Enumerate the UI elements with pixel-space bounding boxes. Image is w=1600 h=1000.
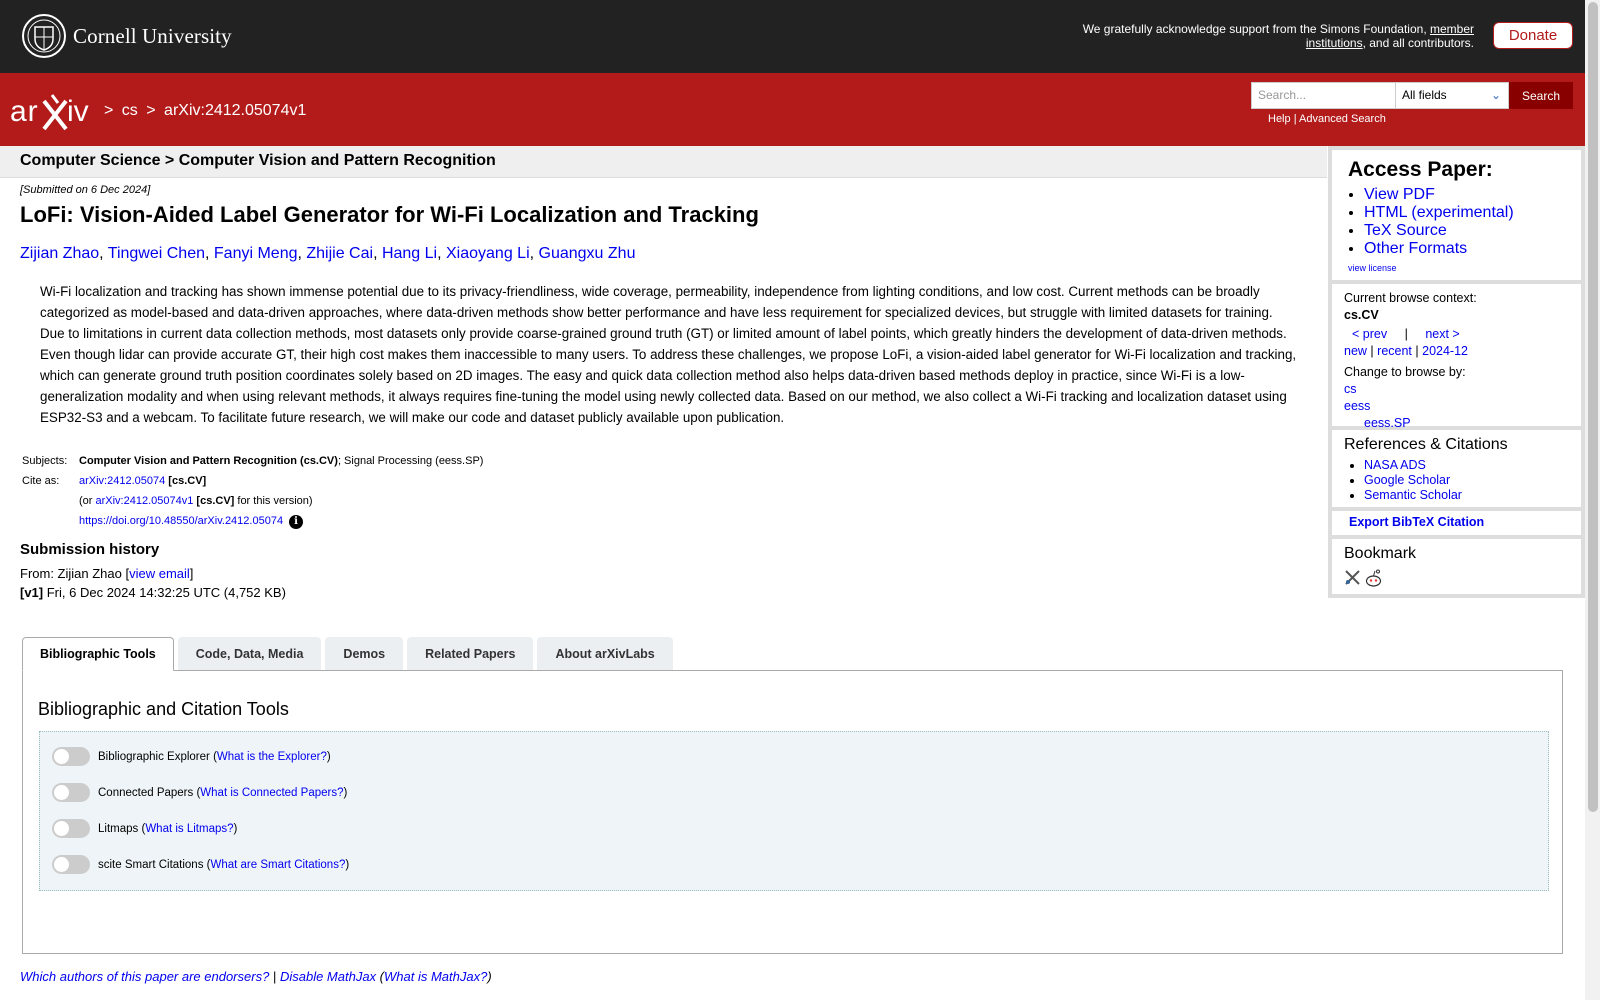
submitted-date: [Submitted on 6 Dec 2024] [20, 184, 151, 196]
help-link[interactable]: Help [1268, 113, 1291, 125]
submitter [20, 566, 193, 581]
bookmark-box [1332, 539, 1581, 594]
bibsonomy-icon[interactable] [1344, 569, 1361, 586]
tool-name: Connected Papers [98, 786, 194, 799]
other-formats-link[interactable]: Other Formats [1364, 240, 1468, 257]
tool-row: Litmaps ( What is Litmaps? ) [52, 819, 237, 838]
version-label: [v1] [20, 585, 44, 600]
from-suffix: ] [189, 566, 194, 581]
cornell-header [0, 0, 1585, 73]
member-institutions-link[interactable]: member institutions [1305, 22, 1474, 50]
tab-about-arxivlabs[interactable]: About arXivLabs [537, 637, 672, 670]
info-icon[interactable]: i [289, 515, 303, 529]
version-details: Fri, 6 Dec 2024 14:32:25 UTC (4,752 KB) [43, 585, 286, 600]
search-field-value: All fields [1402, 88, 1447, 102]
cite-or: (or [79, 495, 96, 507]
tool-row: Bibliographic Explorer ( What is the Explorer? ) [52, 747, 331, 766]
author-sep: , [529, 245, 539, 262]
cornell-name: Cornell University [73, 23, 232, 48]
view-pdf-link[interactable]: View PDF [1364, 186, 1435, 203]
advanced-search-link[interactable]: Advanced Search [1299, 113, 1386, 125]
from-prefix: From: Zijian Zhao [ [20, 566, 130, 581]
nav-separator: | [1370, 344, 1374, 358]
next-link[interactable]: next > [1425, 327, 1460, 341]
cite-tag: [cs.CV] [196, 495, 235, 507]
browse-cs-link[interactable]: cs [1344, 382, 1357, 396]
primary-subject: Computer Vision and Pattern Recognition (cs.CV) [79, 455, 338, 467]
change-browse-label: Change to browse by: [1344, 365, 1466, 379]
crumb-separator: > [104, 102, 114, 119]
labs-tabs [22, 637, 677, 671]
arxiv-header [0, 73, 1585, 146]
footer-separator: | [272, 969, 277, 984]
author-link[interactable]: Tingwei Chen [107, 245, 205, 262]
subjects-label: Subjects: [22, 455, 68, 467]
view-email-link[interactable]: view email [129, 566, 190, 581]
author-sep: , [297, 245, 307, 262]
author-link[interactable]: Xiaoyang Li [446, 245, 530, 262]
browse-context-box [1332, 284, 1581, 430]
access-links [1348, 186, 1565, 258]
bibliographic-explorer-toggle[interactable] [52, 747, 90, 766]
tab-code-data-media[interactable]: Code, Data, Media [178, 637, 322, 670]
bookmark-title: Bookmark [1344, 545, 1417, 562]
secondary-subjects: ; Signal Processing (eess.SP) [337, 455, 484, 467]
context-value: cs.CV [1344, 308, 1379, 322]
page-scrollbar[interactable] [1585, 0, 1600, 1000]
submission-history-title: Submission history [20, 541, 160, 558]
new-link[interactable]: new [1344, 344, 1367, 358]
cornell-logo-link[interactable] [21, 13, 232, 59]
doi-row [77, 511, 485, 531]
empty-cell [20, 491, 77, 511]
empty-cell [20, 511, 77, 531]
abstract: Wi-Fi localization and tracking has shown immense potential due to its privacy-friendliness, wide coverage, permeability, independence from lighting conditions, and low cost. Current methods can be broadly categorized as model-based and data-driven approaches, where data-driven methods show better performance and have less requirement for specialized devices, but struggle with limited datasets for training. Due to limitations in current data collection methods, most datasets only provide coarse-grained ground truth (GT) or limited amount of label points, which greatly hinders the development of data-driven methods. Even though lidar can provide accurate GT, their high cost makes them inaccessible to many users. To address these challenges, we propose LoFi, a vision-aided label generator for Wi-Fi localization and tracking, which can generate ground truth position coordinates solely based on 2D images. The easy and quick data collection method also helps data-driven based methods deploy in practice, since Wi-Fi is a low-generalization modality and when using relevant methods, it always requires fine-tuning the model using newly collected data. Based on our method, we also collect a Wi-Fi tracking and localization dataset using ESP32-S3 and a webcam. To facilitate future research, we will make our code and dataset publicly available upon publication. [40, 284, 1297, 425]
references-box [1332, 430, 1581, 507]
metadata-table [20, 451, 485, 531]
browse-eess-link[interactable]: eess [1344, 399, 1371, 413]
tex-source-link[interactable]: TeX Source [1364, 222, 1447, 239]
author-sep: , [99, 245, 108, 262]
search-button[interactable]: Search [1509, 82, 1573, 109]
donate-button[interactable]: Donate [1493, 22, 1573, 49]
semantic-scholar-link[interactable]: Semantic Scholar [1364, 488, 1462, 502]
subject-header [0, 146, 1327, 178]
version-entry [20, 585, 286, 600]
crumb-separator: > [146, 102, 156, 119]
support-prefix: We gratefully acknowledge support from the Simons Foundation, [1082, 22, 1430, 36]
context-label: Current browse context: [1344, 291, 1477, 305]
reddit-icon[interactable] [1364, 569, 1383, 588]
tool-info-link[interactable]: What are Smart Citations? [210, 858, 346, 871]
prev-link[interactable]: < prev [1352, 327, 1388, 341]
tab-related-papers[interactable]: Related Papers [407, 637, 533, 670]
google-scholar-link[interactable]: Google Scholar [1364, 473, 1451, 487]
cite-label: Cite as: [22, 475, 60, 487]
author-link[interactable]: Hang Li [381, 245, 438, 262]
references-title: References & Citations [1344, 436, 1508, 453]
endorsers-link[interactable]: Which authors of this paper are endorsers? [20, 969, 270, 984]
tool-info-link[interactable]: What is Litmaps? [145, 822, 234, 835]
nav-separator: | [1404, 327, 1408, 341]
tools-list [39, 731, 1549, 891]
tool-info-link[interactable]: What is Connected Papers? [200, 786, 344, 799]
subjects-value [77, 451, 485, 471]
breadcrumb [104, 102, 310, 120]
connected-papers-toggle[interactable] [52, 783, 90, 802]
litmaps-toggle[interactable] [52, 819, 90, 838]
export-bibtex-link[interactable]: Export BibTeX Citation [1349, 515, 1485, 529]
author-link[interactable]: Zhijie Cai [306, 245, 374, 262]
what-mathjax-link[interactable]: What is MathJax? [384, 969, 488, 984]
sidebar [1328, 146, 1585, 598]
tool-name: Bibliographic Explorer [98, 750, 210, 763]
search-field-select[interactable] [1396, 82, 1509, 109]
support-acknowledgement [1054, 22, 1474, 50]
access-paper-box [1332, 150, 1581, 280]
author-link[interactable]: Fanyi Meng [213, 245, 298, 262]
paper-title: LoFi: Vision-Aided Label Generator for Wi-Fi Localization and Tracking [20, 202, 759, 227]
crumb-paper-id: arXiv:2412.05074v1 [164, 102, 307, 119]
cite-version [77, 491, 485, 511]
author-list [20, 245, 635, 263]
help-separator: | [1293, 113, 1297, 125]
search-form [1251, 82, 1573, 109]
support-suffix: , and all contributors. [1362, 36, 1474, 50]
subject-heading: Computer Science > Computer Vision and Pattern Recognition [20, 152, 496, 169]
footer-links: Which authors of this paper are endorsers? | Disable MathJax (What is MathJax?) [20, 969, 492, 984]
recent-link[interactable]: recent [1377, 344, 1412, 358]
access-paper-title: Access Paper: [1348, 158, 1493, 181]
search-input[interactable]: Search... [1251, 82, 1396, 109]
tool-name: scite Smart Citations [98, 858, 204, 871]
arxiv-logo-icon[interactable] [10, 93, 100, 133]
author-sep: , [437, 245, 446, 262]
nav-separator: | [1415, 344, 1419, 358]
cite-id-link[interactable]: arXiv:2412.05074 [79, 475, 166, 487]
cite-tag: [cs.CV] [168, 475, 207, 487]
author-link[interactable]: Zijian Zhao [20, 245, 100, 262]
tab-panel [22, 670, 1563, 954]
help-links [1268, 113, 1386, 125]
svg-text:iv: iv [67, 95, 89, 128]
doi-link[interactable]: https://doi.org/10.48550/arXiv.2412.05074 [79, 515, 284, 527]
tab-bibliographic-tools[interactable]: Bibliographic Tools [22, 637, 174, 671]
browse-eess-sp-link[interactable]: eess.SP [1364, 416, 1411, 430]
chevron-down-icon: ⌄ [1490, 88, 1501, 102]
nasa-ads-link[interactable]: NASA ADS [1364, 458, 1426, 472]
view-license-link[interactable]: view license [1348, 263, 1397, 273]
scite-toggle[interactable] [52, 855, 90, 874]
html-link[interactable]: HTML (experimental) [1364, 204, 1514, 221]
author-sep: , [373, 245, 382, 262]
tool-row: scite Smart Citations ( What are Smart Citations? ) [52, 855, 349, 874]
cite-version-link[interactable]: arXiv:2412.05074v1 [95, 495, 194, 507]
cite-value [77, 471, 485, 491]
author-link[interactable]: Guangxu Zhu [538, 245, 636, 262]
tool-name: Litmaps [98, 822, 139, 835]
month-link[interactable]: 2024-12 [1422, 344, 1468, 358]
panel-title: Bibliographic and Citation Tools [38, 699, 289, 719]
svg-text:ar: ar [10, 95, 39, 128]
export-bibtex-box [1332, 511, 1581, 535]
tab-demos[interactable]: Demos [325, 637, 403, 670]
tool-info-link[interactable]: What is the Explorer? [216, 750, 327, 763]
author-sep: , [205, 245, 214, 262]
tool-row: Connected Papers ( What is Connected Papers? ) [52, 783, 347, 802]
disable-mathjax-link[interactable]: Disable MathJax [279, 969, 377, 984]
crumb-cs-link[interactable]: cs [121, 102, 138, 119]
cornell-seal-icon [21, 13, 67, 59]
cite-version-suffix: for this version) [234, 495, 313, 507]
scrollbar-thumb[interactable] [1588, 2, 1598, 812]
